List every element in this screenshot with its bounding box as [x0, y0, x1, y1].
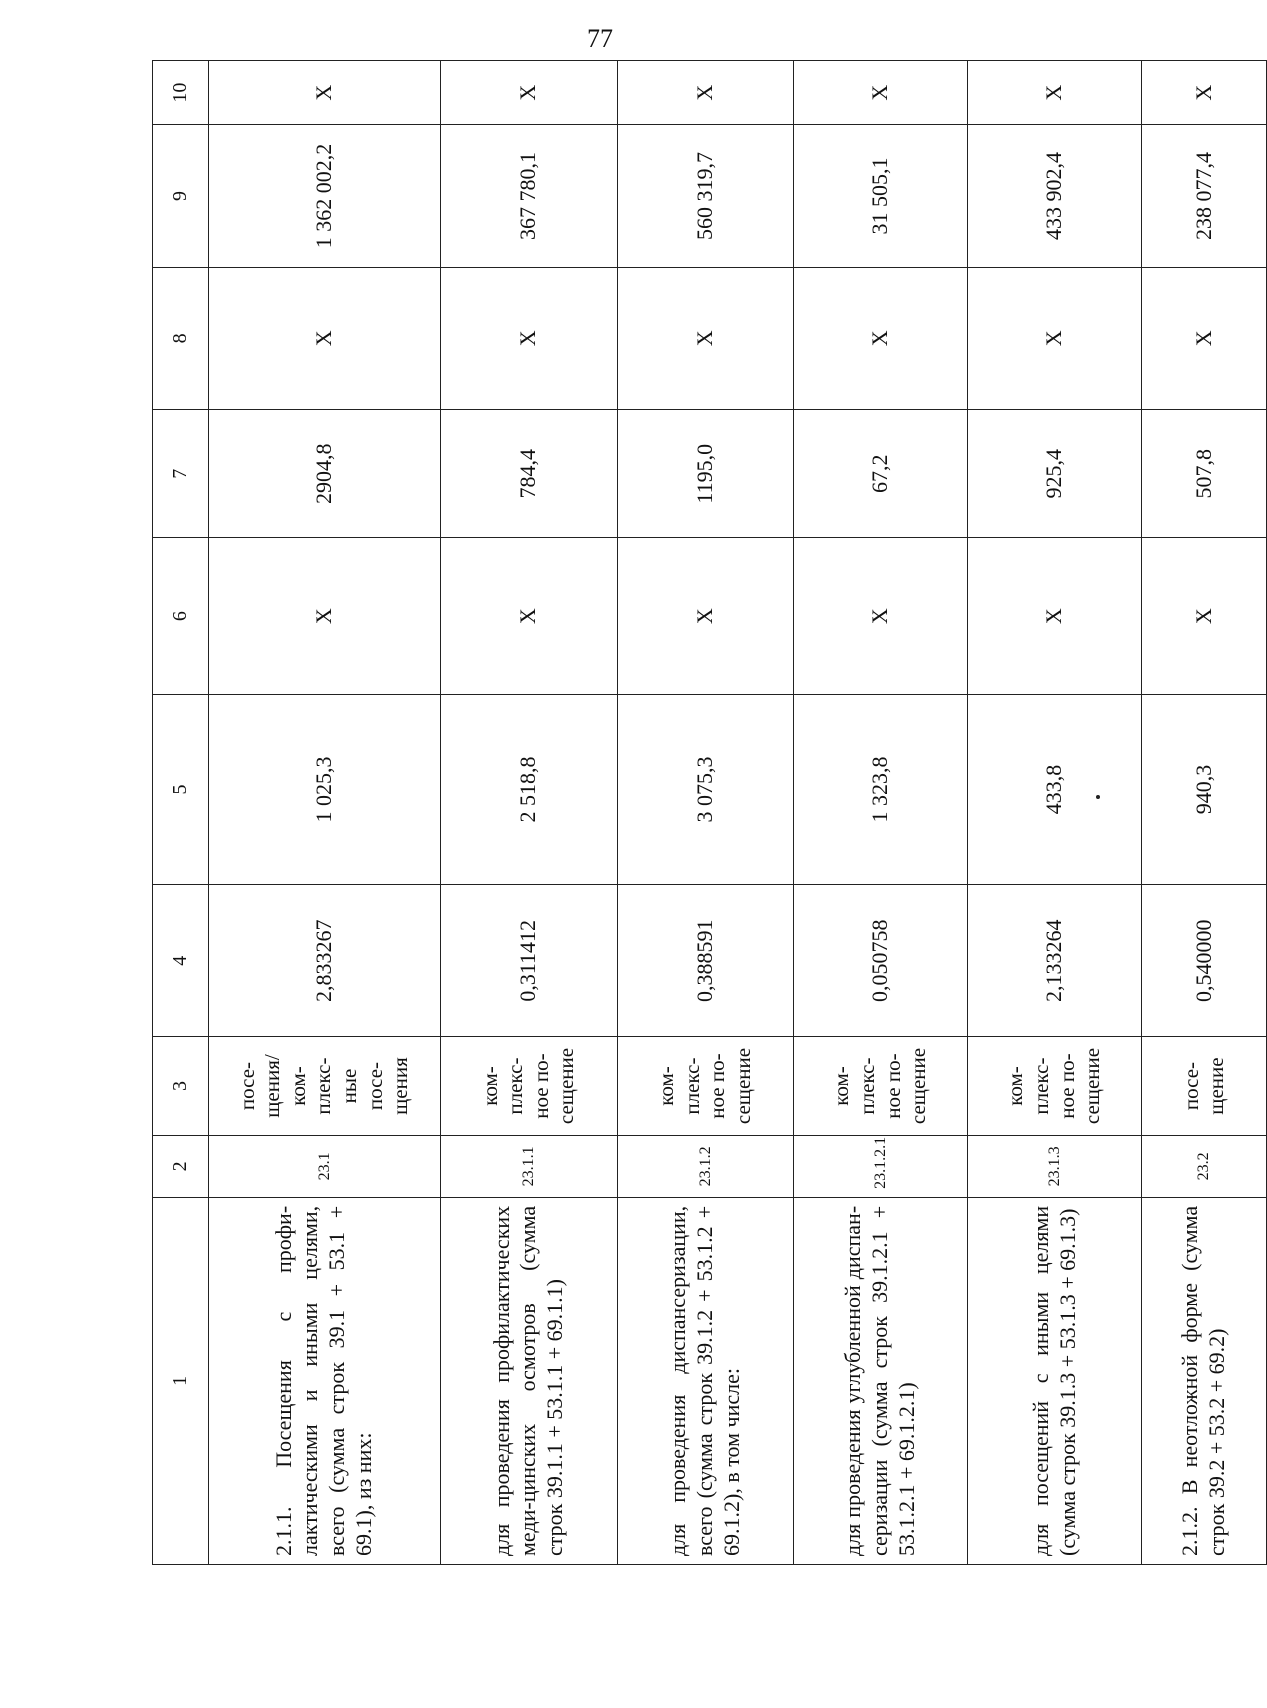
row-unit: ком-плекс-ное по-сещение: [440, 1037, 617, 1135]
row-col-10: X: [617, 61, 794, 125]
row-code: 23.1.3: [968, 1135, 1142, 1197]
row-col-10: X: [208, 61, 440, 125]
header-col-9: 9: [153, 125, 209, 267]
row-col-9: 31 505,1: [794, 125, 968, 267]
table-row: [794, 61, 968, 1565]
header-col-6: 6: [153, 538, 209, 694]
row-col-9: 560 319,7: [617, 125, 794, 267]
row-name: 2.1.2. В неотложной форме (сумма строк 39.2 + 53.2 + 69.2): [1142, 1197, 1267, 1564]
row-code: 23.1.2: [617, 1135, 794, 1197]
row-col-7: 784,4: [440, 410, 617, 538]
table-row: [208, 61, 440, 1565]
row-unit: ком-плекс-ное по-сещение: [617, 1037, 794, 1135]
row-col-7: 1195,0: [617, 410, 794, 538]
row-code: 23.1: [208, 1135, 440, 1197]
data-table: [152, 60, 1267, 1565]
row-col-8: X: [440, 267, 617, 409]
row-col-5: 2 518,8: [440, 694, 617, 885]
header-col-8: 8: [153, 267, 209, 409]
row-col-10: X: [440, 61, 617, 125]
row-col-9: 1 362 002,2: [208, 125, 440, 267]
row-col-9: 238 077,4: [1142, 125, 1267, 267]
row-col-8: X: [208, 267, 440, 409]
row-col-5: 1 323,8: [794, 694, 968, 885]
row-col-6: X: [617, 538, 794, 694]
row-col-6: X: [968, 538, 1142, 694]
row-col-6: X: [208, 538, 440, 694]
row-col-8: X: [617, 267, 794, 409]
table-row: [1142, 61, 1267, 1565]
row-unit: ком-плекс-ное по-сещение: [794, 1037, 968, 1135]
page-number: 77: [587, 24, 613, 53]
header-col-7: 7: [153, 410, 209, 538]
row-col-8: X: [968, 267, 1142, 409]
header-row: [153, 61, 209, 1565]
row-unit: ком-плекс-ное по-сещение: [968, 1037, 1142, 1135]
row-col-4: 0,050758: [794, 885, 968, 1037]
row-unit: посе-щения/ком-плекс-ные посе-щения: [208, 1037, 440, 1135]
table-row: [968, 61, 1142, 1565]
row-col-6: X: [440, 538, 617, 694]
row-col-7: 67,2: [794, 410, 968, 538]
table-body: [153, 61, 1267, 1565]
header-col-4: 4: [153, 885, 209, 1037]
rotated-table-container: [152, 60, 1267, 1565]
row-col-4: 0,540000: [1142, 885, 1267, 1037]
row-col-6: X: [794, 538, 968, 694]
row-col-4: 2,833267: [208, 885, 440, 1037]
row-unit: посе-щение: [1142, 1037, 1267, 1135]
row-col-9: 433 902,4: [968, 125, 1142, 267]
row-col-7: 507,8: [1142, 410, 1267, 538]
row-col-7: 925,4: [968, 410, 1142, 538]
row-col-6: X: [1142, 538, 1267, 694]
row-col-4: 0,311412: [440, 885, 617, 1037]
row-name: для проведения диспансеризации, всего (сумма строк 39.1.2 + 53.1.2 + 69.1.2), в том числе:: [617, 1197, 794, 1564]
row-code: 23.1.2.1: [794, 1135, 968, 1197]
row-col-10: X: [968, 61, 1142, 125]
row-name: для посещений с иными целями (сумма строк 39.1.3 + 53.1.3 + 69.1.3): [968, 1197, 1142, 1564]
table-row: [440, 61, 617, 1565]
row-code: 23.1.1: [440, 1135, 617, 1197]
row-col-4: 2,133264: [968, 885, 1142, 1037]
row-col-8: X: [794, 267, 968, 409]
row-col-10: X: [1142, 61, 1267, 125]
row-col-5: 940,3: [1142, 694, 1267, 885]
table-row: [617, 61, 794, 1565]
row-col-10: X: [794, 61, 968, 125]
row-name: для проведения профилактических меди-цинских осмотров (сумма строк 39.1.1 + 53.1.1 + 69.1.1): [440, 1197, 617, 1564]
row-name: 2.1.1. Посещения с профи-лактическими и иными целями, всего (сумма строк 39.1 + 53.1 + 69.1), из них:: [208, 1197, 440, 1564]
row-col-5: 1 025,3: [208, 694, 440, 885]
header-col-3: 3: [153, 1037, 209, 1135]
header-col-5: 5: [153, 694, 209, 885]
row-col-5: 433,8: [968, 694, 1142, 885]
row-col-4: 0,388591: [617, 885, 794, 1037]
row-col-7: 2904,8: [208, 410, 440, 538]
header-col-10: 10: [153, 61, 209, 125]
row-col-5: 3 075,3: [617, 694, 794, 885]
header-col-1: 1: [153, 1197, 209, 1564]
row-col-9: 367 780,1: [440, 125, 617, 267]
row-code: 23.2: [1142, 1135, 1267, 1197]
header-col-2: 2: [153, 1135, 209, 1197]
row-name: для проведения углубленной диспан-серизации (сумма строк 39.1.2.1 + 53.1.2.1 + 69.1.2.1): [794, 1197, 968, 1564]
row-col-8: X: [1142, 267, 1267, 409]
